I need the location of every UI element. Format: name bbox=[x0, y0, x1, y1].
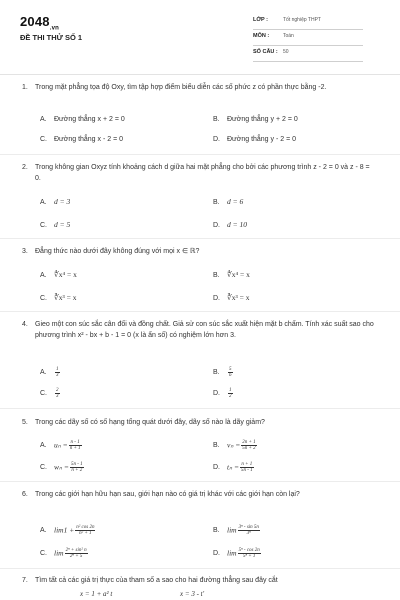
answer-option[interactable]: C. ∛x³ = x bbox=[40, 293, 77, 302]
answer-option[interactable]: B. ∜x⁴ = x bbox=[213, 270, 250, 279]
line-equation-2: x = 3 - t' bbox=[180, 590, 205, 598]
site-logo[interactable]: $2048_{.vn}$ bbox=[20, 14, 60, 32]
answer-option[interactable]: C. $\frac{2}{3}$ bbox=[40, 388, 59, 399]
answer-option[interactable]: B. lim $\frac{\text{3ⁿ - sin 5n}}{\text{3ⁿ}}$ bbox=[213, 525, 259, 536]
answer-option[interactable]: B. d = 6 bbox=[213, 197, 244, 206]
answer-option[interactable]: D. lim $\frac{\text{5ⁿ - cos 2n}}{\text{5ⁿ + 1}}$ bbox=[213, 548, 260, 559]
question-text: Đẳng thức nào dưới đây không đúng với mọi x ∈ ℝ? bbox=[35, 248, 200, 255]
header-divider bbox=[0, 74, 400, 75]
question-divider bbox=[0, 568, 400, 569]
answer-option[interactable]: A. Đường thẳng x + 2 = 0 bbox=[40, 116, 125, 123]
answer-option[interactable]: D. d = 10 bbox=[213, 220, 248, 229]
answer-option[interactable]: C. d = 5 bbox=[40, 220, 71, 229]
answer-option[interactable]: D. Đường thẳng y - 2 = 0 bbox=[213, 136, 297, 143]
answer-option[interactable]: B. $\frac{5}{6}$ bbox=[213, 367, 232, 378]
meta-question-count: SỐ CÂU : 50 bbox=[253, 46, 363, 62]
meta-class: LỚP : Tốt nghiệp THPT bbox=[253, 14, 363, 30]
question-divider bbox=[0, 154, 400, 155]
question-divider bbox=[0, 311, 400, 312]
exam-header bbox=[0, 0, 400, 72]
line-equation-1: x = 1 + a² t bbox=[80, 590, 113, 598]
answer-option[interactable]: B. vₙ = $\frac{2n + 1}{5n + 2}$ bbox=[213, 440, 256, 451]
answer-option[interactable]: C. Đường thẳng x - 2 = 0 bbox=[40, 136, 124, 143]
exam-title: ĐỀ THI THỬ SỐ 1 bbox=[20, 33, 83, 42]
answer-option[interactable]: A. $\frac{1}{3}$ bbox=[40, 367, 59, 378]
answer-option[interactable]: D. ∛x³ = x bbox=[213, 293, 250, 302]
question-divider bbox=[0, 408, 400, 409]
answer-option[interactable]: A. ∜x⁴ = x bbox=[40, 270, 77, 279]
exam-page: $2048_{.vn}$ ĐỀ THI THỬ SỐ 1 LỚP : Tốt nghiệp THPT MÔN : Toán SỐ CÂU : 50 1. Trong mặt phẳng tọa độ Oxy, tìm tập hợp điểm biểu diễn các số phức z có phần thực bằng -2. A. Đường thẳng x + 2 = 0 B. Đường thẳng y + 2 = 0 C. Đường thẳng x - 2 = 0 D. Đường thẳng y - 2 = 0 2. Trong không gian Oxyz tính khoảng cách d giữa hai mặt phẳng cho bởi các phương trình z - 2 = 0 và z - 8 = 0. A. d = 3 B. d = 6 C. d = 5 D. d = 10 3. Đẳng thức nào dưới đây không đúng với mọi x ∈ ℝ? A. ∜x⁴ = x B. ∜x⁴ = x C. ∛x³ = x D. ∛x³ = x 4. Gieo một con súc sắc cân đối và đồng chất. Giả sử con súc sắc xuất hiện mặt b chấm. Tính xác suất sao cho phương trình x² - bx + b - 1 = 0 (x là ẩn số) có nghiệm lớn hơn 3. A. $\frac{1}{3}$ B. $\frac{5}{6}$ C. $\frac{2}{3}$ D. $\frac{1}{2}$ 5. Trong các dãy số có số hạng tổng quát dưới đây, dãy số nào là dãy giảm? A. uₙ = $\frac{n - 1}{n + 1}$ B. vₙ = $\frac{2n + 1}{5n + 2}$ C. wₙ = $\frac{5n - 1}{n + 2}$ D. tₙ = $\frac{n + 1}{5n - 1}$ 6. Trong các giới hạn hữu hạn sau, giới hạn nào có giá trị khác với các giới hạn còn lại? A. lim1 + $\frac{\text{n² cos 2n}}{\text{n² + 1}}$ B. lim $\frac{\text{3ⁿ - sin 5n}}{\text{3ⁿ}}$ C. lim $\frac{\text{2ⁿ + sin² n}}{\text{2ⁿ + 5}}$ D. lim $\frac{\text{5ⁿ - cos 2n}}{\text{5ⁿ + 1}}$ 7. Tìm tất cả các giá trị thực của tham số a sao cho hai đường thẳng sau đây cắt x = 1 + a² t x = 3 - t' bbox=[0, 0, 400, 600]
question-text: Gieo một con súc sắc cân đối và đồng chất. Giả sử con súc sắc xuất hiện mặt b chấm. Tính xác suất sao cho phương trình x² - bx + b - 1 = 0 (x là ẩn số) có nghiệm lớn hơn 3. bbox=[35, 321, 374, 339]
answer-option[interactable]: D. tₙ = $\frac{n + 1}{5n - 1}$ bbox=[213, 462, 253, 473]
answer-option[interactable]: B. Đường thẳng y + 2 = 0 bbox=[213, 116, 298, 123]
question-text: Tìm tất cả các giá trị thực của tham số a sao cho hai đường thẳng sau đây cắt bbox=[35, 577, 278, 584]
question-divider bbox=[0, 481, 400, 482]
question-text: Trong các giới hạn hữu hạn sau, giới hạn nào có giá trị khác với các giới hạn còn lại? bbox=[35, 491, 300, 498]
question-text: Trong không gian Oxyz tính khoảng cách d giữa hai mặt phẳng cho bởi các phương trình z - 2 = 0 và z - 8 = 0. bbox=[35, 164, 370, 182]
question-text: Trong các dãy số có số hạng tổng quát dưới đây, dãy số nào là dãy giảm? bbox=[35, 419, 265, 426]
answer-option[interactable]: A. lim1 + $\frac{\text{n² cos 2n}}{\text{n² + 1}}$ bbox=[40, 525, 95, 536]
meta-subject: MÔN : Toán bbox=[253, 30, 363, 46]
answer-option[interactable]: C. lim $\frac{\text{2ⁿ + sin² n}}{\text{2ⁿ + 5}}$ bbox=[40, 548, 87, 559]
answer-option[interactable]: C. wₙ = $\frac{5n - 1}{n + 2}$ bbox=[40, 462, 83, 473]
answer-option[interactable]: A. d = 3 bbox=[40, 197, 71, 206]
question-text: Trong mặt phẳng tọa độ Oxy, tìm tập hợp điểm biểu diễn các số phức z có phần thực bằng -2. bbox=[35, 84, 327, 91]
answer-option[interactable]: D. $\frac{1}{2}$ bbox=[213, 388, 232, 399]
answer-option[interactable]: A. uₙ = $\frac{n - 1}{n + 1}$ bbox=[40, 440, 81, 451]
question-divider bbox=[0, 238, 400, 239]
